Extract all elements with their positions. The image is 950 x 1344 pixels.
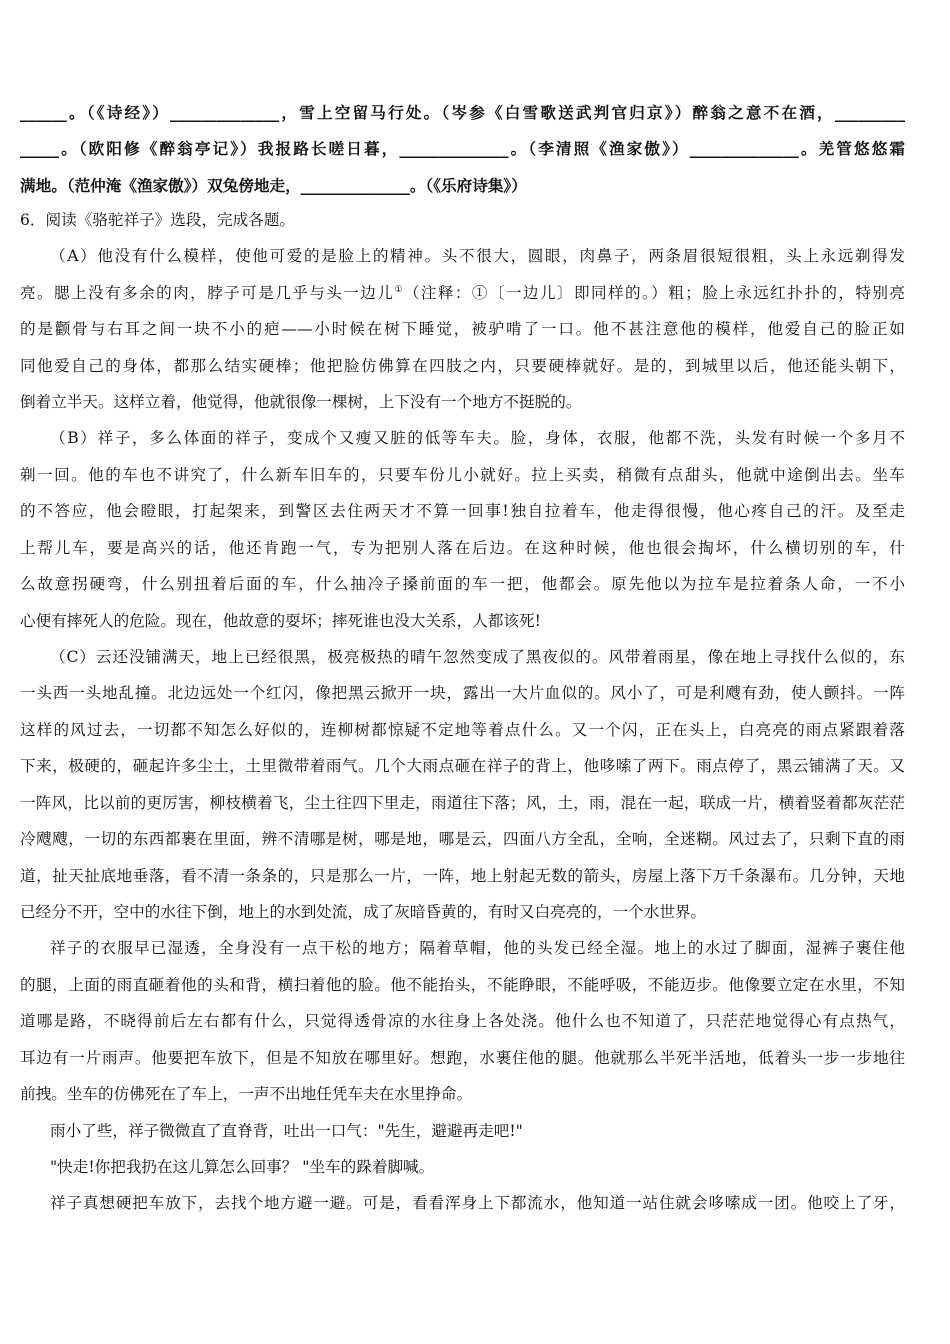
passage-final-line: 祥子真想硬把车放下，去找个地方避一避。可是，看看浑身上下都流水，他知道一站住就会哆嗦成一团。他咬上了牙， — [50, 1194, 905, 1212]
passage-b-line: 剃一回。他的车也不讲究了，什么新车旧车的，只要车份儿小就好。拉上买卖，稍微有点甜头，他就中途倒出去。坐车 — [20, 466, 905, 484]
passage-c-line: 这样的风过去，一切都不知怎么好似的，连柳树都惊疑不定地等着点什么。又一个闪，正在头上，白亮亮的雨点紧跟着落 — [20, 721, 905, 739]
passage-a-line — [20, 282, 905, 304]
question-6-title: 6．阅读《骆驼祥子》选段，完成各题。 — [20, 211, 296, 229]
passage-d-line: 的腿，上面的雨直砸着他的头和背，横扫着他的脸。他不能抬头，不能睁眼，不能呼吸，不能迈步。他像要立定在水里，不知 — [20, 976, 905, 994]
passage-c-line: 一头西一头地乱撞。北边远处一个红闪，像把黑云掀开一块，露出一大片血似的。风小了，可是利飕有劲，使人颤抖。一阵 — [20, 684, 905, 702]
passage-c-line: 下来，极硬的，砸起许多尘土，土里微带着雨气。几个大雨点砸在祥子的背上，他哆嗦了两下。雨点停了，黑云铺满了天。又 — [20, 757, 905, 775]
passage-a-text: （注释：①〔一边儿〕即同样的。）粗；脸上永远红扑扑的，特别亮 — [403, 284, 905, 302]
passage-b-line: 心便有摔死人的危险。现在，他故意的耍坏；摔死谁也没大关系，人都该死! — [20, 612, 541, 630]
passage-a-line: （A）他没有什么模样，使他可爱的是脸上的精神。头不很大，圆眼，肉鼻子，两条眉很短很粗，头上永远剃得发 — [50, 247, 905, 265]
fill-in-line-2: _____。（欧阳修《醉翁亭记》）我报路长嗟日暮，______________。（李清照《渔家傲》）______________。羌管悠悠霜 — [20, 139, 905, 158]
dialogue-line: 雨小了些，祥子微微直了直脊背，吐出一口气："先生，避避再走吧!" — [50, 1122, 523, 1140]
passage-b-line: 上帮儿车，要是高兴的话，他还肯跑一气，专为把别人落在后边。在这种时候，他也很会掏坏，什么横切别的车，什 — [20, 539, 905, 557]
footnote-marker: ① — [394, 284, 404, 295]
fill-in-line-1: ______。（《诗经》）______________，雪上空留马行处。（岑参《白雪歌送武判官归京》）醉翁之意不在酒，_________ — [20, 103, 905, 122]
passage-c-line: 已经分不开，空中的水往下倒，地上的水到处流，成了灰暗昏黄的，有时又白亮亮的，一个水世界。 — [20, 903, 707, 921]
passage-a-text: 亮。腮上没有多余的肉，脖子可是几乎与头一边儿 — [20, 284, 395, 302]
passage-d-line: 祥子的衣服早已湿透，全身没有一点干松的地方；隔着草帽，他的头发已经全湿。地上的水过了脚面，湿裤子裹住他 — [50, 939, 905, 957]
passage-a-line: 的是颧骨与右耳之间一块不小的疤——小时候在树下睡觉，被驴啃了一口。他不甚注意他的模样，他爱自己的脸正如 — [20, 320, 905, 338]
passage-c-line: 道，扯天扯底地垂落，看不清一条条的，只是那么一片，一阵，地上射起无数的箭头，房屋上落下万千条瀑布。几分钟，天地 — [20, 867, 905, 885]
passage-d-line: 道哪是路，不晓得前后左右都有什么，只觉得透骨凉的水往身上各处浇。他什么也不知道了，只茫茫地觉得心有点热气， — [20, 1012, 905, 1030]
passage-c-line: （C）云还没铺满天，地上已经很黑，极亮极热的晴午忽然变成了黑夜似的。风带着雨星，像在地上寻找什么似的，东 — [50, 648, 905, 666]
passage-c-line: 冷飕飕，一切的东西都裹在里面，辨不清哪是树，哪是地，哪是云，四面八方全乱，全响，全迷糊。风过去了，只剩下直的雨 — [20, 830, 905, 848]
passage-c-line: 一阵风，比以前的更厉害，柳枝横着飞，尘土往四下里走，雨道往下落；风，土，雨，混在一起，联成一片，横着竖着都灰茫茫 — [20, 794, 905, 812]
passage-b-line: 么故意拐硬弯，什么别扭着后面的车，什么抽冷子搡前面的车一把，他都会。原先他以为拉车是拉着条人命，一不小 — [20, 575, 905, 593]
passage-a-line: 倒着立半天。这样立着，他觉得，他就很像一棵树，上下没有一个地方不挺脱的。 — [20, 393, 582, 411]
fill-in-line-3: 满地。（范仲淹《渔家傲》）双兔傍地走，______________。（《乐府诗集》） — [20, 176, 527, 195]
passage-b-line: 的不答应，他会瞪眼，打起架来，到警区去住两天才不算一回事!独自拉着车，他走得很慢，他心疼自己的汗。及至走 — [20, 502, 905, 520]
dialogue-line: "快走!你把我扔在这儿算怎么回事？ "坐车的跺着脚喊。 — [50, 1158, 435, 1176]
passage-d-line: 前拽。坐车的仿佛死在了车上，一声不出地任凭车夫在水里挣命。 — [20, 1085, 473, 1103]
passage-a-line: 同他爱自己的身体，都那么结实硬棒；他把脸仿佛算在四肢之内，只要硬棒就好。是的，到城里以后，他还能头朝下， — [20, 357, 905, 375]
passage-b-line: （B）祥子，多么体面的祥子，变成个又瘦又脏的低等车夫。脸，身体，衣服，他都不洗，头发有时候一个多月不 — [50, 429, 905, 447]
passage-d-line: 耳边有一片雨声。他要把车放下，但是不知放在哪里好。想跑，水裹住他的腿。他就那么半死半活地，低着头一步一步地往 — [20, 1049, 905, 1067]
